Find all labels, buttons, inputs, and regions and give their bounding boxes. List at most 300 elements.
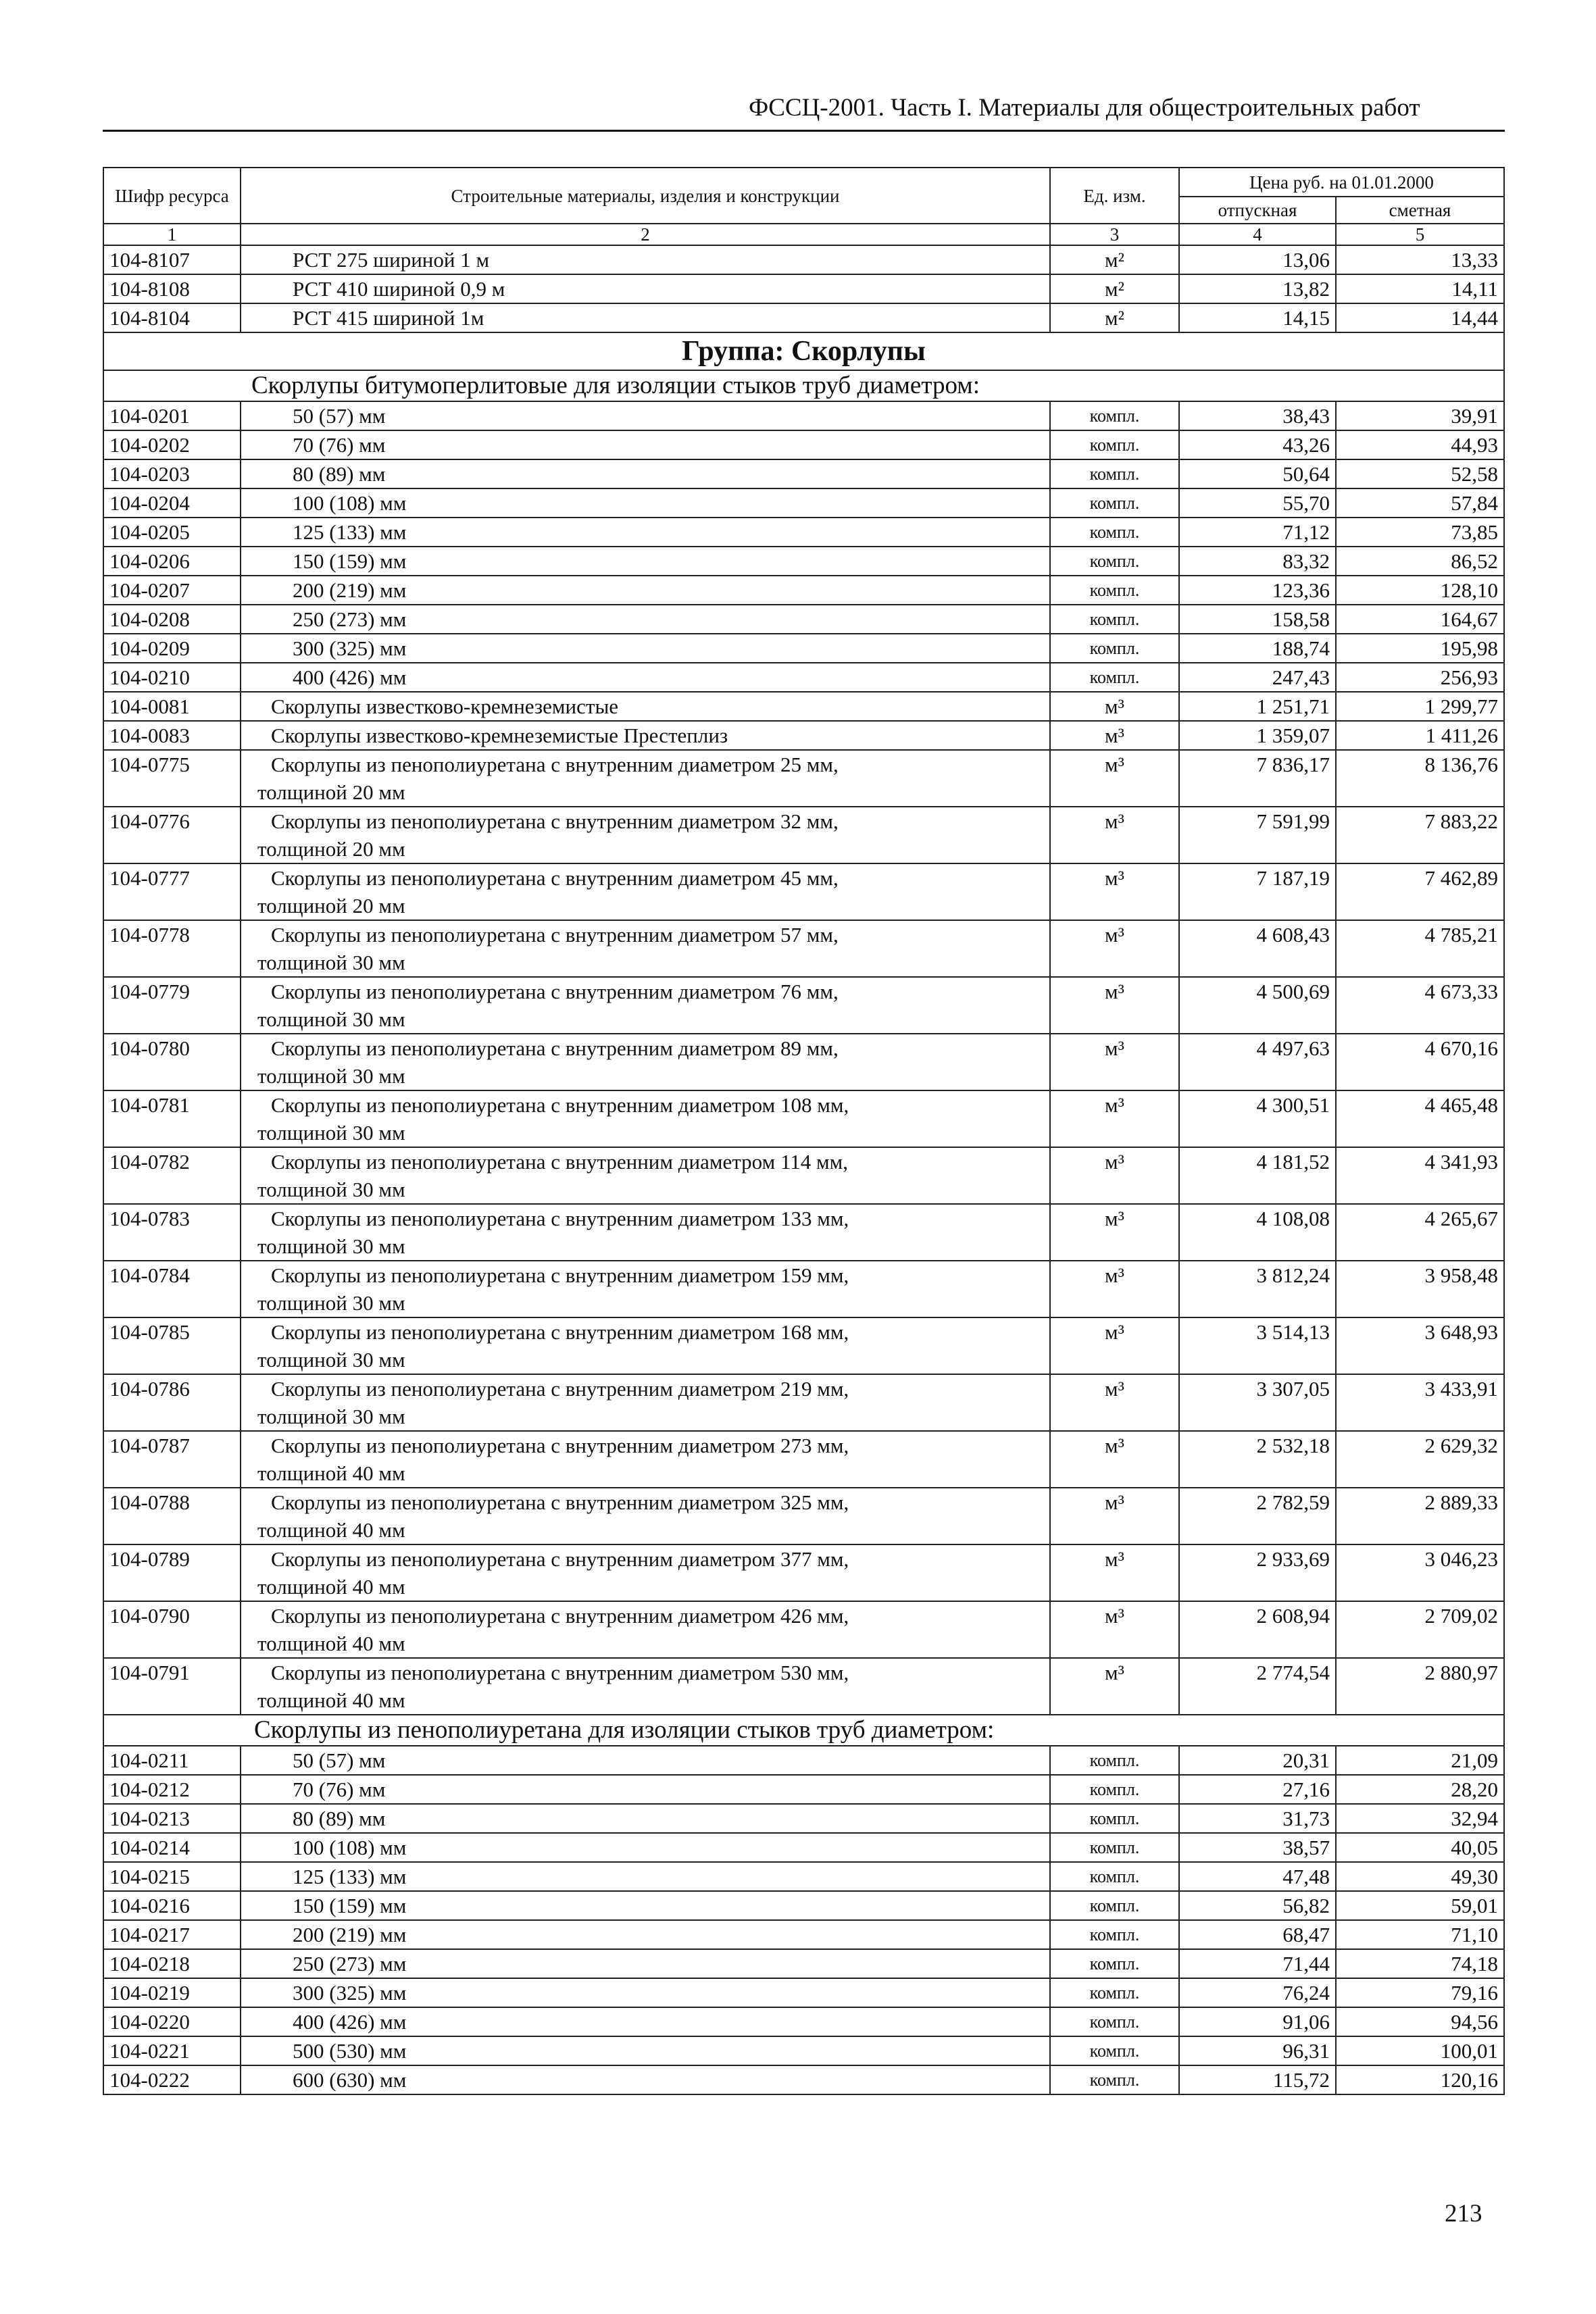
table-row [103, 605, 1504, 634]
header-unit: Ед. изм. [1050, 168, 1179, 224]
material-name-line: Скорлупы из пенополиуретана с внутренним диаметром 76 мм, [271, 980, 839, 1003]
estimate-price: 14,44 [1336, 303, 1504, 332]
unit: компл. [1050, 1833, 1179, 1862]
material-name: 600 (630) мм [241, 2065, 1050, 2094]
estimate-price: 71,10 [1336, 1920, 1504, 1949]
unit: м² [1050, 245, 1179, 274]
release-price: 14,15 [1179, 303, 1336, 332]
estimate-price: 52,58 [1336, 459, 1504, 488]
release-price: 7 836,17 [1179, 750, 1336, 807]
table-row [103, 1775, 1504, 1804]
subgroup-title: Скорлупы битумоперлитовые для изоляции стыков труб диаметром: [103, 370, 1504, 401]
estimate-price: 79,16 [1336, 1978, 1504, 2007]
resource-code: 104-0204 [103, 488, 241, 518]
table-row [103, 1317, 1504, 1374]
estimate-price: 3 046,23 [1336, 1544, 1504, 1601]
resource-code: 104-8107 [103, 245, 241, 274]
resource-code: 104-0202 [103, 430, 241, 459]
estimate-price: 164,67 [1336, 605, 1504, 634]
material-name [241, 1204, 1050, 1261]
unit: компл. [1050, 547, 1179, 576]
material-name-line: Скорлупы из пенополиуретана с внутренним диаметром 25 мм, [271, 753, 839, 776]
unit: м² [1050, 303, 1179, 332]
material-name-line: Скорлупы из пенополиуретана с внутренним диаметром 114 мм, [271, 1150, 849, 1174]
release-price: 4 300,51 [1179, 1090, 1336, 1147]
release-price: 158,58 [1179, 605, 1336, 634]
material-name [241, 1431, 1050, 1488]
release-price: 50,64 [1179, 459, 1336, 488]
resource-code: 104-0212 [103, 1775, 241, 1804]
estimate-price: 49,30 [1336, 1862, 1504, 1891]
material-name-line: Скорлупы из пенополиуретана с внутренним диаметром 219 мм, [271, 1377, 849, 1401]
material-name: 200 (219) мм [241, 576, 1050, 605]
release-price: 43,26 [1179, 430, 1336, 459]
release-price: 247,43 [1179, 663, 1336, 692]
material-name-continuation: толщиной 30 мм [257, 951, 405, 974]
resource-code: 104-0789 [103, 1544, 241, 1601]
material-name-line: Скорлупы из пенополиуретана с внутренним диаметром 45 мм, [271, 866, 839, 890]
estimate-price: 7 462,89 [1336, 863, 1504, 920]
estimate-price: 4 341,93 [1336, 1147, 1504, 1204]
material-name-continuation: толщиной 20 мм [257, 837, 405, 861]
unit: компл. [1050, 488, 1179, 518]
estimate-price: 3 958,48 [1336, 1261, 1504, 1317]
unit: компл. [1050, 663, 1179, 692]
material-name: РСТ 415 шириной 1м [241, 303, 1050, 332]
material-name: 400 (426) мм [241, 2007, 1050, 2036]
table-row [103, 1204, 1504, 1261]
material-name: 200 (219) мм [241, 1920, 1050, 1949]
material-name-line: Скорлупы из пенополиуретана с внутренним диаметром 530 мм, [271, 1661, 849, 1684]
material-name-line: Скорлупы из пенополиуретана с внутренним диаметром 57 мм, [271, 923, 839, 947]
material-name-continuation: толщиной 40 мм [257, 1575, 405, 1599]
material-name-continuation: толщиной 30 мм [257, 1348, 405, 1372]
unit: м³ [1050, 1601, 1179, 1658]
estimate-price: 74,18 [1336, 1949, 1504, 1978]
unit: м³ [1050, 977, 1179, 1034]
release-price: 13,06 [1179, 245, 1336, 274]
material-name-continuation: толщиной 30 мм [257, 1234, 405, 1258]
unit: м³ [1050, 1658, 1179, 1715]
estimate-price: 32,94 [1336, 1804, 1504, 1833]
unit: компл. [1050, 518, 1179, 547]
release-price: 27,16 [1179, 1775, 1336, 1804]
estimate-price: 195,98 [1336, 634, 1504, 663]
table-row [103, 977, 1504, 1034]
subgroup-title-row [103, 370, 1504, 401]
material-name-continuation: толщиной 30 мм [257, 1405, 405, 1428]
table-row [103, 303, 1504, 332]
release-price: 96,31 [1179, 2036, 1336, 2065]
estimate-price: 86,52 [1336, 547, 1504, 576]
material-name [241, 1147, 1050, 1204]
unit: компл. [1050, 2007, 1179, 2036]
resource-code: 104-0790 [103, 1601, 241, 1658]
release-price: 2 608,94 [1179, 1601, 1336, 1658]
material-name-line: Скорлупы из пенополиуретана с внутренним диаметром 108 мм, [271, 1093, 849, 1117]
table-row [103, 1920, 1504, 1949]
unit: компл. [1050, 1746, 1179, 1775]
release-price: 91,06 [1179, 2007, 1336, 2036]
material-name: РСТ 410 шириной 0,9 м [241, 274, 1050, 303]
material-name [241, 750, 1050, 807]
material-name-continuation: толщиной 20 мм [257, 780, 405, 804]
subgroup-title-row [103, 1715, 1504, 1746]
release-price: 2 774,54 [1179, 1658, 1336, 1715]
material-name: 100 (108) мм [241, 1833, 1050, 1862]
resource-code: 104-0209 [103, 634, 241, 663]
unit: компл. [1050, 430, 1179, 459]
release-price: 2 933,69 [1179, 1544, 1336, 1601]
resource-code: 104-0780 [103, 1034, 241, 1090]
resource-code: 104-0777 [103, 863, 241, 920]
table-row [103, 1431, 1504, 1488]
material-name: 70 (76) мм [241, 1775, 1050, 1804]
unit: компл. [1050, 401, 1179, 430]
table-row [103, 274, 1504, 303]
material-name: 300 (325) мм [241, 1978, 1050, 2007]
resource-code: 104-0210 [103, 663, 241, 692]
unit: м³ [1050, 1317, 1179, 1374]
column-number: 1 [103, 224, 241, 245]
estimate-price: 59,01 [1336, 1891, 1504, 1920]
resource-code: 104-0781 [103, 1090, 241, 1147]
material-name-line: Скорлупы из пенополиуретана с внутренним диаметром 89 мм, [271, 1036, 839, 1060]
material-name-continuation: толщиной 30 мм [257, 1007, 405, 1031]
release-price: 123,36 [1179, 576, 1336, 605]
unit: м³ [1050, 1090, 1179, 1147]
release-price: 3 514,13 [1179, 1317, 1336, 1374]
resource-code: 104-0215 [103, 1862, 241, 1891]
table-row [103, 2065, 1504, 2094]
unit: м³ [1050, 920, 1179, 977]
unit: м³ [1050, 1488, 1179, 1544]
table-row [103, 576, 1504, 605]
resource-code: 104-0201 [103, 401, 241, 430]
release-price: 4 108,08 [1179, 1204, 1336, 1261]
resource-code: 104-0211 [103, 1746, 241, 1775]
table-row [103, 750, 1504, 807]
unit: компл. [1050, 605, 1179, 634]
unit: компл. [1050, 1949, 1179, 1978]
table-row [103, 1949, 1504, 1978]
release-price: 3 307,05 [1179, 1374, 1336, 1431]
unit: компл. [1050, 1775, 1179, 1804]
estimate-price: 120,16 [1336, 2065, 1504, 2094]
resource-code: 104-0213 [103, 1804, 241, 1833]
resource-code: 104-0220 [103, 2007, 241, 2036]
material-name [241, 977, 1050, 1034]
estimate-price: 8 136,76 [1336, 750, 1504, 807]
unit: компл. [1050, 1920, 1179, 1949]
release-price: 13,82 [1179, 274, 1336, 303]
estimate-price: 73,85 [1336, 518, 1504, 547]
table-row [103, 430, 1504, 459]
table-row [103, 1978, 1504, 2007]
material-name-line: Скорлупы из пенополиуретана с внутренним диаметром 168 мм, [271, 1320, 849, 1344]
release-price: 38,57 [1179, 1833, 1336, 1862]
release-price: 4 608,43 [1179, 920, 1336, 977]
estimate-price: 57,84 [1336, 488, 1504, 518]
material-name-continuation: толщиной 20 мм [257, 894, 405, 917]
release-price: 4 500,69 [1179, 977, 1336, 1034]
table-row [103, 2036, 1504, 2065]
resource-code: 104-0778 [103, 920, 241, 977]
column-number: 5 [1336, 224, 1504, 245]
resource-code: 104-0787 [103, 1431, 241, 1488]
table-row [103, 807, 1504, 863]
release-price: 4 181,52 [1179, 1147, 1336, 1204]
resource-code: 104-0216 [103, 1891, 241, 1920]
unit: компл. [1050, 459, 1179, 488]
material-name: 300 (325) мм [241, 634, 1050, 663]
column-number: 4 [1179, 224, 1336, 245]
table-body [103, 245, 1504, 2094]
material-name: 150 (159) мм [241, 547, 1050, 576]
resource-code: 104-8108 [103, 274, 241, 303]
resource-code: 104-0782 [103, 1147, 241, 1204]
material-name-continuation: толщиной 40 мм [257, 1461, 405, 1485]
resource-code: 104-0786 [103, 1374, 241, 1431]
release-price: 68,47 [1179, 1920, 1336, 1949]
table-row [103, 1488, 1504, 1544]
release-price: 76,24 [1179, 1978, 1336, 2007]
page-number: 213 [1445, 2200, 1482, 2228]
table-row [103, 401, 1504, 430]
release-price: 71,44 [1179, 1949, 1336, 1978]
estimate-price: 4 465,48 [1336, 1090, 1504, 1147]
unit: м³ [1050, 1034, 1179, 1090]
unit: компл. [1050, 1862, 1179, 1891]
material-name: 80 (89) мм [241, 1804, 1050, 1833]
table-row [103, 1833, 1504, 1862]
estimate-price: 94,56 [1336, 2007, 1504, 2036]
material-name-line: Скорлупы из пенополиуретана с внутренним диаметром 426 мм, [271, 1604, 849, 1628]
material-name: 80 (89) мм [241, 459, 1050, 488]
resource-code: 104-0217 [103, 1920, 241, 1949]
estimate-price: 256,93 [1336, 663, 1504, 692]
subgroup-title: Скорлупы из пенополиуретана для изоляции стыков труб диаметром: [103, 1715, 1504, 1746]
estimate-price: 2 629,32 [1336, 1431, 1504, 1488]
material-name [241, 807, 1050, 863]
material-name [241, 1034, 1050, 1090]
resource-code: 104-0221 [103, 2036, 241, 2065]
table-row [103, 920, 1504, 977]
estimate-price: 2 709,02 [1336, 1601, 1504, 1658]
resource-code: 104-0214 [103, 1833, 241, 1862]
release-price: 47,48 [1179, 1862, 1336, 1891]
estimate-price: 40,05 [1336, 1833, 1504, 1862]
table-row [103, 1544, 1504, 1601]
material-name: 70 (76) мм [241, 430, 1050, 459]
unit: компл. [1050, 1978, 1179, 2007]
table-row [103, 488, 1504, 518]
material-name: 250 (273) мм [241, 1949, 1050, 1978]
column-numbers-row [103, 224, 1504, 245]
release-price: 7 187,19 [1179, 863, 1336, 920]
estimate-price: 39,91 [1336, 401, 1504, 430]
running-header: ФССЦ-2001. Часть I. Материалы для общестроительных работ [749, 94, 1420, 122]
material-name-line: Скорлупы из пенополиуретана с внутренним диаметром 325 мм, [271, 1490, 849, 1514]
estimate-price: 1 411,26 [1336, 721, 1504, 750]
material-name-continuation: толщиной 30 мм [257, 1291, 405, 1315]
estimate-price: 2 880,97 [1336, 1658, 1504, 1715]
header-price-release: отпускная [1179, 197, 1336, 224]
material-name-line: Скорлупы из пенополиуретана с внутренним диаметром 159 мм, [271, 1263, 849, 1287]
unit: м³ [1050, 807, 1179, 863]
estimate-price: 3 648,93 [1336, 1317, 1504, 1374]
table-row [103, 1804, 1504, 1833]
header-price: Цена руб. на 01.01.2000 [1179, 168, 1504, 197]
resource-code: 104-0083 [103, 721, 241, 750]
release-price: 56,82 [1179, 1891, 1336, 1920]
resource-code: 104-0779 [103, 977, 241, 1034]
material-name [241, 1658, 1050, 1715]
material-name: Скорлупы известково-кремнеземистые [241, 692, 1050, 721]
unit: м³ [1050, 721, 1179, 750]
unit: м³ [1050, 1544, 1179, 1601]
material-name-continuation: толщиной 40 мм [257, 1688, 405, 1712]
table-row [103, 1746, 1504, 1775]
table-row [103, 1601, 1504, 1658]
material-name: 125 (133) мм [241, 1862, 1050, 1891]
column-number: 2 [241, 224, 1050, 245]
release-price: 83,32 [1179, 547, 1336, 576]
material-name: 100 (108) мм [241, 488, 1050, 518]
material-name [241, 1374, 1050, 1431]
resource-code: 104-8104 [103, 303, 241, 332]
resource-code: 104-0783 [103, 1204, 241, 1261]
material-name: Скорлупы известково-кремнеземистые Престеплиз [241, 721, 1050, 750]
unit: м³ [1050, 1374, 1179, 1431]
estimate-price: 100,01 [1336, 2036, 1504, 2065]
material-name-line: Скорлупы из пенополиуретана с внутренним диаметром 273 мм, [271, 1434, 849, 1457]
table-row [103, 692, 1504, 721]
material-name [241, 1488, 1050, 1544]
material-name-line: Скорлупы из пенополиуретана с внутренним диаметром 133 мм, [271, 1207, 849, 1230]
group-title-row [103, 332, 1504, 370]
release-price: 2 532,18 [1179, 1431, 1336, 1488]
release-price: 7 591,99 [1179, 807, 1336, 863]
table-row [103, 245, 1504, 274]
estimate-price: 128,10 [1336, 576, 1504, 605]
resource-code: 104-0785 [103, 1317, 241, 1374]
estimate-price: 21,09 [1336, 1746, 1504, 1775]
material-name [241, 1544, 1050, 1601]
material-name: 50 (57) мм [241, 1746, 1050, 1775]
resource-code: 104-0203 [103, 459, 241, 488]
table-row [103, 518, 1504, 547]
resource-code: 104-0208 [103, 605, 241, 634]
material-name-line: Скорлупы из пенополиуретана с внутренним диаметром 377 мм, [271, 1547, 849, 1571]
table-row [103, 1261, 1504, 1317]
table-row [103, 863, 1504, 920]
resource-code: 104-0775 [103, 750, 241, 807]
table-row [103, 2007, 1504, 2036]
unit: компл. [1050, 634, 1179, 663]
unit: компл. [1050, 576, 1179, 605]
unit: м³ [1050, 1431, 1179, 1488]
resource-code: 104-0791 [103, 1658, 241, 1715]
release-price: 2 782,59 [1179, 1488, 1336, 1544]
table-row [103, 1658, 1504, 1715]
release-price: 4 497,63 [1179, 1034, 1336, 1090]
estimate-price: 28,20 [1336, 1775, 1504, 1804]
table-row [103, 1034, 1504, 1090]
unit: компл. [1050, 2065, 1179, 2094]
unit: м² [1050, 274, 1179, 303]
unit: м³ [1050, 1147, 1179, 1204]
group-title: Группа: Скорлупы [103, 332, 1504, 370]
estimate-price: 1 299,77 [1336, 692, 1504, 721]
unit: компл. [1050, 2036, 1179, 2065]
resource-code: 104-0207 [103, 576, 241, 605]
material-name [241, 1601, 1050, 1658]
material-name-continuation: толщиной 40 мм [257, 1518, 405, 1542]
header-rule [103, 130, 1505, 132]
table-row [103, 459, 1504, 488]
header-name: Строительные материалы, изделия и конструкции [241, 168, 1050, 224]
resource-code: 104-0784 [103, 1261, 241, 1317]
release-price: 38,43 [1179, 401, 1336, 430]
material-name [241, 863, 1050, 920]
material-name: 500 (530) мм [241, 2036, 1050, 2065]
material-name: 150 (159) мм [241, 1891, 1050, 1920]
materials-price-table [103, 167, 1505, 2095]
column-number: 3 [1050, 224, 1179, 245]
unit: м³ [1050, 863, 1179, 920]
unit: м³ [1050, 1204, 1179, 1261]
material-name: 50 (57) мм [241, 401, 1050, 430]
header-price-estimate: сметная [1336, 197, 1504, 224]
unit: м³ [1050, 692, 1179, 721]
unit: м³ [1050, 750, 1179, 807]
estimate-price: 4 673,33 [1336, 977, 1504, 1034]
release-price: 31,73 [1179, 1804, 1336, 1833]
resource-code: 104-0218 [103, 1949, 241, 1978]
material-name: РСТ 275 шириной 1 м [241, 245, 1050, 274]
table-row [103, 1090, 1504, 1147]
material-name [241, 1090, 1050, 1147]
material-name-continuation: толщиной 30 мм [257, 1064, 405, 1088]
material-name-continuation: толщиной 30 мм [257, 1178, 405, 1201]
material-name [241, 1261, 1050, 1317]
release-price: 115,72 [1179, 2065, 1336, 2094]
release-price: 20,31 [1179, 1746, 1336, 1775]
estimate-price: 44,93 [1336, 430, 1504, 459]
resource-code: 104-0205 [103, 518, 241, 547]
material-name-line: Скорлупы из пенополиуретана с внутренним диаметром 32 мм, [271, 809, 839, 833]
resource-code: 104-0206 [103, 547, 241, 576]
unit: компл. [1050, 1804, 1179, 1833]
release-price: 3 812,24 [1179, 1261, 1336, 1317]
resource-code: 104-0788 [103, 1488, 241, 1544]
table-row [103, 1862, 1504, 1891]
material-name: 125 (133) мм [241, 518, 1050, 547]
estimate-price: 4 670,16 [1336, 1034, 1504, 1090]
estimate-price: 13,33 [1336, 245, 1504, 274]
unit: компл. [1050, 1891, 1179, 1920]
table-row [103, 634, 1504, 663]
table-row [103, 721, 1504, 750]
release-price: 71,12 [1179, 518, 1336, 547]
resource-code: 104-0219 [103, 1978, 241, 2007]
estimate-price: 2 889,33 [1336, 1488, 1504, 1544]
table-row [103, 663, 1504, 692]
estimate-price: 4 265,67 [1336, 1204, 1504, 1261]
estimate-price: 7 883,22 [1336, 807, 1504, 863]
resource-code: 104-0776 [103, 807, 241, 863]
